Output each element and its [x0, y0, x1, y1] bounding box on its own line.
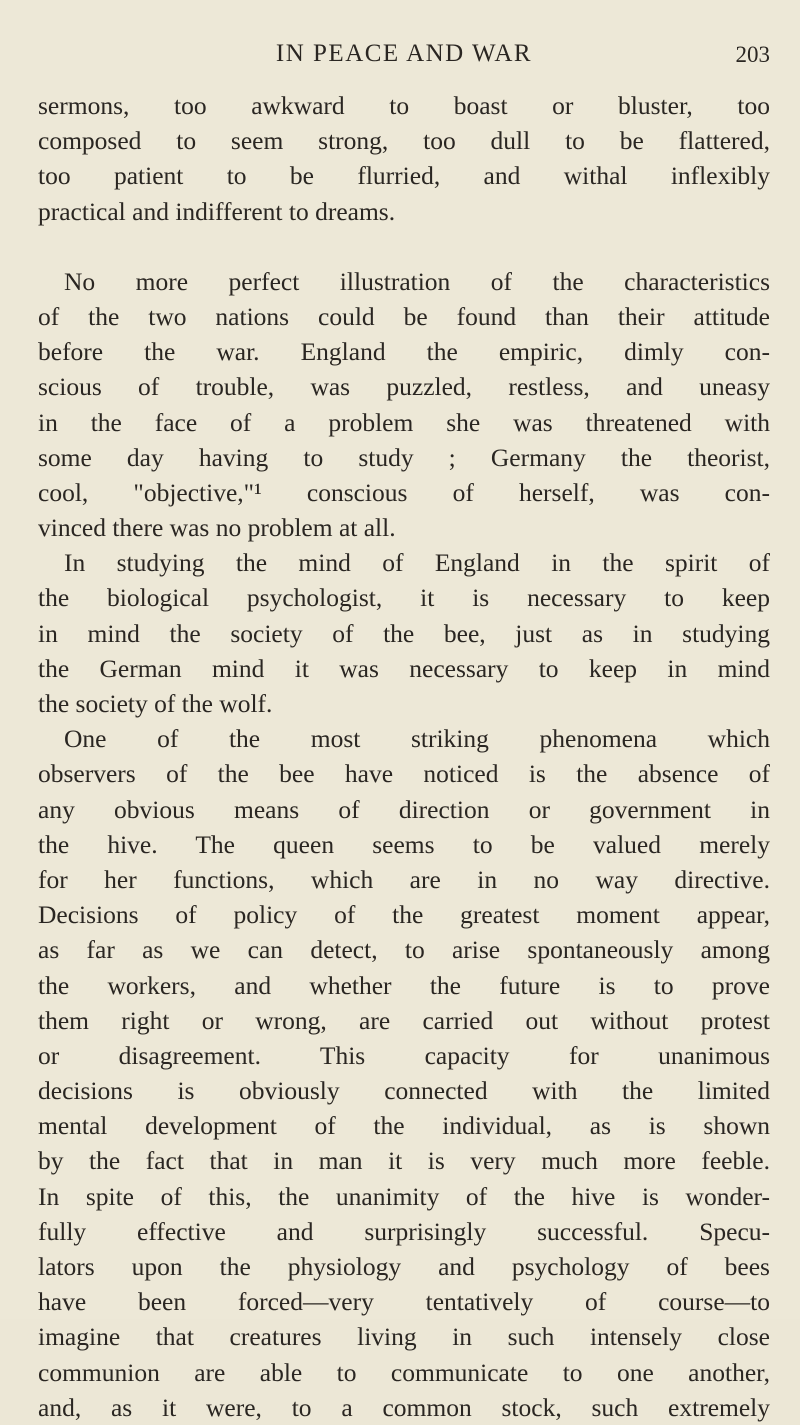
text-line: vinced there was no problem at all.	[38, 513, 396, 543]
text-line: One of the most striking phenomena which	[64, 724, 770, 754]
text-line: them right or wrong, are carried out without protest	[38, 1005, 770, 1035]
text-line: Decisions of policy of the greatest moment appear,	[38, 900, 770, 930]
paragraph-gap	[38, 229, 770, 264]
page-number: 203	[735, 42, 770, 67]
text-line: or disagreement. This capacity for unanimous	[38, 1040, 770, 1070]
text-line: observers of the bee have noticed is the absence of	[38, 759, 770, 789]
text-line: by the fact that in man it is very much more feeble.	[38, 1146, 770, 1176]
running-head	[38, 40, 770, 80]
body-text	[38, 88, 770, 1425]
text-line: the biological psychologist, it is necessary to keep	[38, 583, 770, 613]
text-line: some day having to study ; Germany the theorist,	[38, 442, 770, 472]
text-line: the workers, and whether the future is to prove	[38, 970, 770, 1000]
text-line: practical and indifferent to dreams.	[38, 196, 396, 226]
text-line: decisions is obviously connected with the limited	[38, 1076, 770, 1106]
text-line: sermons, too awkward to boast or bluster, too	[38, 91, 770, 120]
text-line: and, as it were, to a common stock, such extremely	[38, 1392, 770, 1422]
text-line: in the face of a problem she was threatened with	[38, 407, 770, 437]
text-line: for her functions, which are in no way directive.	[38, 864, 770, 894]
running-title: IN PEACE AND WAR	[275, 40, 533, 67]
text-line: cool, "objective,"¹ conscious of herself, was con-	[38, 477, 770, 507]
text-line: In spite of this, the unanimity of the hive is wonder-	[38, 1181, 770, 1211]
text-line: in mind the society of the bee, just as in studying	[38, 618, 770, 648]
text-line: as far as we can detect, to arise spontaneously among	[38, 935, 770, 965]
paragraph	[38, 721, 770, 1425]
paragraph	[38, 264, 770, 546]
text-line: any obvious means of direction or government in	[38, 794, 770, 824]
text-line: lators upon the physiology and psychology of bees	[38, 1252, 770, 1281]
text-line: communion are able to communicate to one another,	[38, 1357, 770, 1387]
text-line: have been forced—very tentatively of course—to	[38, 1287, 770, 1317]
paragraph	[38, 545, 770, 721]
text-line: before the war. England the empiric, dimly con-	[38, 337, 770, 367]
text-line: scious of trouble, was puzzled, restless, and uneasy	[38, 372, 770, 402]
text-line: No more perfect illustration of the characteristics	[64, 266, 770, 296]
text-line: the hive. The queen seems to be valued merely	[38, 829, 770, 859]
text-line: the society of the wolf.	[38, 689, 273, 718]
text-line: fully effective and surprisingly successful. Specu-	[38, 1216, 770, 1246]
text-line: of the two nations could be found than their attitude	[38, 301, 770, 331]
text-line: mental development of the individual, as is shown	[38, 1111, 770, 1141]
text-line: too patient to be flurried, and withal inflexibly	[38, 161, 770, 191]
text-line: imagine that creatures living in such intensely close	[38, 1322, 770, 1352]
text-line: the German mind it was necessary to keep in mind	[38, 653, 770, 683]
text-line: composed to seem strong, too dull to be flattered,	[38, 126, 770, 156]
text-line: In studying the mind of England in the spirit of	[64, 548, 770, 578]
paragraph	[38, 88, 770, 229]
